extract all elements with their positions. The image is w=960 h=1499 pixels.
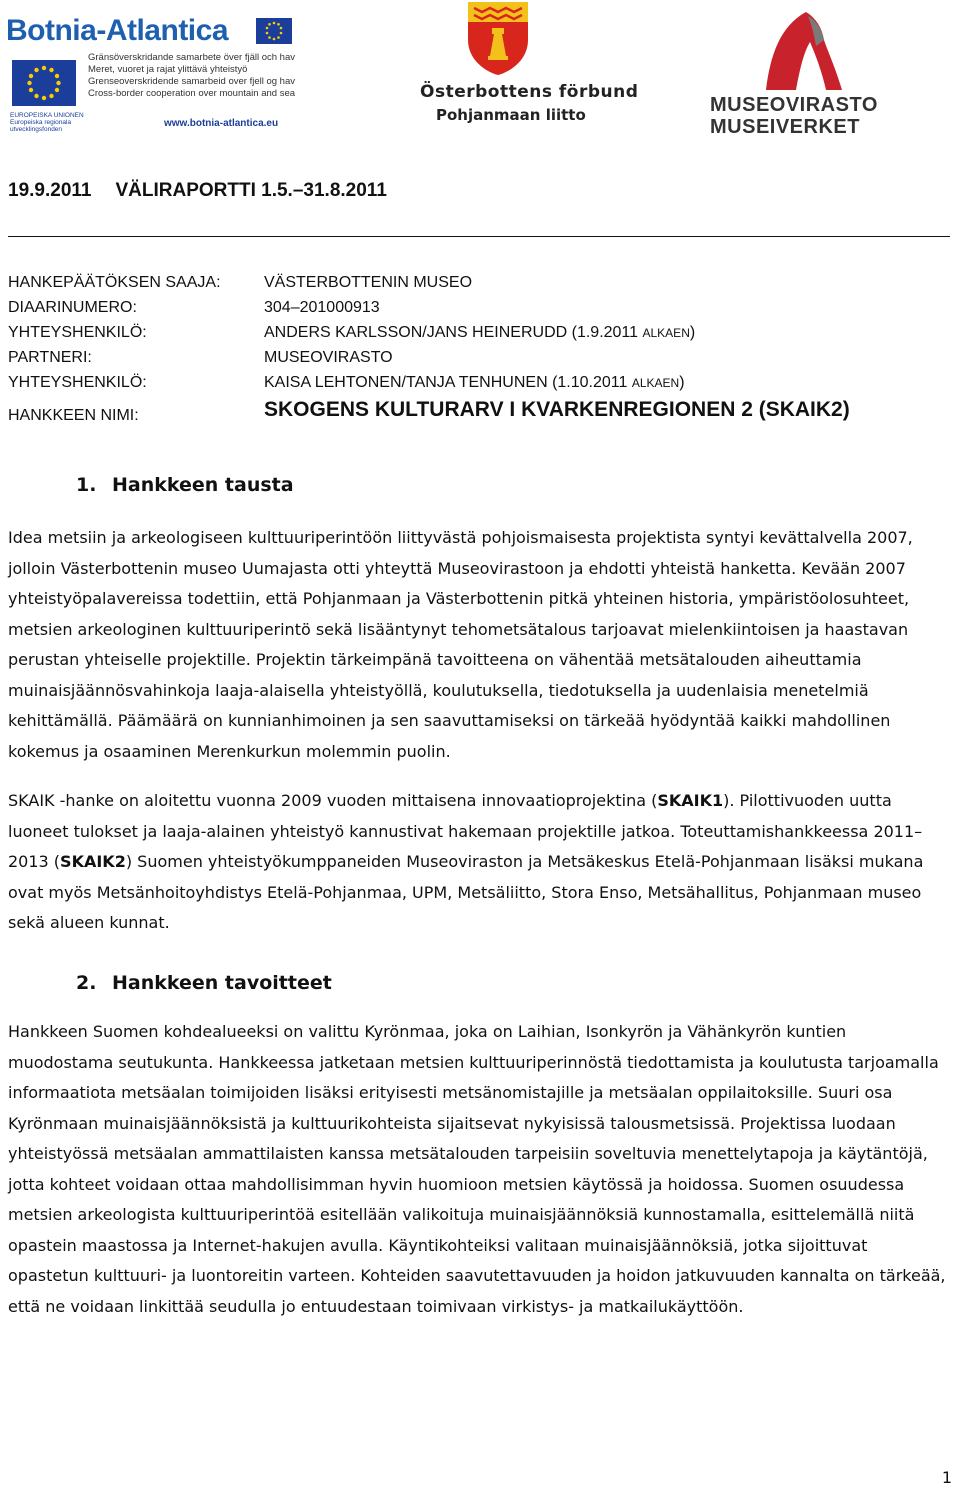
tagline-swedish: Gränsöverskridande samarbete över fjäll och hav	[88, 52, 295, 63]
section-2-heading	[76, 972, 332, 994]
diary-label: DIAARINUMERO:	[8, 299, 137, 316]
section-1-title: Hankkeen tausta	[112, 474, 294, 496]
partner-label: PARTNERI:	[8, 349, 92, 366]
header-divider	[8, 236, 950, 237]
section-2-paragraph-1: Hankkeen Suomen kohdealueeksi on valittu Kyrönmaa, joka on Laihian, Isonkyrön ja Vähänkyrön kuntien muodostama seutukunta. Hankkeessa jatketaan metsien kulttuuriperinnöstä tiedottamista ja koulutusta tarjoamalla informaatiota metsäalan toimijoiden lisäksi erityisesti metsänomistajille ja metsäalan oppilaitoksille. Suuri osa Kyrönmaan muinaisjäännöksistä ja kulttuurikohteista sijaitsevat nykyisissä talousmetsissä. Projektissa luodaan yhteistyössä metsäalan ammattilaisten kanssa metsätalouden tarpeisiin soveltuvia menettelytapoja ja käytäntöjä, jotta kohteet voidaan ottaa mahdollisimman hyvin huomioon metsien käytössä ja hoidossa. Suomen osuudessa metsien arkeologista kulttuuriperintöä esitellään valikoituja muinaisjäännöksiä kunnostamalla, esittelemällä niitä opastein maastossa ja Internet-hakujen avulla. Käyntikohteiksi valitaan muinaisjäännöksiä, jotka sijoittuvat opastetun kulttuuri- ja luontoreitin varteen. Kohteiden saavutettavuuden ja hoidon jatkuvuuden kannalta on tärkeää, että ne voidaan linkittää seudulla jo entuudestaan toimivaan virkistys- ja matkailukäyttöön.	[8, 1022, 946, 1316]
contact-value: ANDERS KARLSSON/JANS HEINERUDD (1.9.2011	[264, 324, 639, 341]
partner-value: MUSEOVIRASTO	[264, 349, 393, 366]
museiverket-name: MUSEIVERKET	[710, 116, 860, 138]
section-1-heading	[76, 474, 294, 496]
contact-label: YHTEYSHENKILÖ:	[8, 324, 147, 341]
museovirasto-logo	[700, 6, 900, 136]
p2-part-a: SKAIK -hanke on aloitettu vuonna 2009 vuoden mittaisena innovaatioprojektina (	[8, 791, 658, 810]
p2-part-d: ) Suomen yhteistyökumppaneiden Museoviraston ja Metsäkeskus Etelä-Pohjanmaan lisäksi mukana ovat myös Metsänhoitoyhdistys Etelä-Pohjanmaa, UPM, Metsäliitto, Stora Enso, Metsähallitus, Pohjanmaan museo sekä alueen kunnat.	[8, 852, 924, 932]
report-heading	[8, 180, 387, 202]
project-name-value: SKOGENS KULTURARV I KVARKENREGIONEN 2 (SKAIK2)	[264, 398, 850, 421]
p2-skaik1: SKAIK1	[657, 791, 724, 810]
contact-suffix: ALKAEN	[642, 326, 690, 340]
botnia-atlantica-wordmark: Botnia-Atlantica	[6, 14, 229, 47]
contact2-label: YHTEYSHENKILÖ:	[8, 374, 147, 391]
page-number: 1	[941, 1468, 952, 1487]
osterbottens-forbund-name: Österbottens förbund	[420, 82, 639, 102]
eu-flag-small-icon	[256, 18, 292, 44]
section-1-paragraph-1: Idea metsiin ja arkeologiseen kulttuuriperintöön liittyvästä pohjoismaisesta projektista syntyi kevättalvella 2007, jolloin Västerbottenin museo Uumajasta otti yhteyttä Museovirastoon ja ehdotti yhteistä hanketta. Kevään 2007 yhteistyöpalavereissa todettiin, että Pohjanmaan ja Västerbottenin pitkä yhteinen historia, ympäristöolosuhteet, metsien arkeologinen kulttuuriperintö sekä lisääntynyt tehometsätalous tarjoavat mielenkiintoisen ja haastavan perustan yhteiselle projektille. Projektin tärkeimpänä tavoitteena on vähentää metsätalouden aiheuttamia muinaisjäännösvahinkoja laaja-alaisella yhteistyöllä, koulutuksella, tiedotuksella ja uudenlaisia menetelmiä kehittämällä. Päämäärä on kunnianhimoinen ja sen saavuttamiseksi on tärkeää hyödyntää kaikki mahdollinen kokemus ja osaaminen Merenkurkun molemmin puolin.	[8, 528, 913, 761]
section-2-number: 2.	[76, 972, 97, 994]
section-1-paragraph-2	[8, 786, 952, 939]
recipient-label: HANKEPÄÄTÖKSEN SAAJA:	[8, 274, 221, 291]
tagline-finnish: Meret, vuoret ja rajat ylittävä yhteistyö	[88, 64, 248, 75]
coat-of-arms-icon	[466, 0, 530, 76]
recipient-value: VÄSTERBOTTENIN MUSEO	[264, 274, 473, 291]
report-date: 19.9.2011	[8, 180, 92, 201]
osterbottens-forbund-logo	[420, 0, 639, 130]
eu-fund-label: EUROPEISKA UNIONEN Europeiska regionala utvecklingsfonden	[10, 112, 84, 133]
tagline-english: Cross-border cooperation over mountain and sea	[88, 88, 296, 99]
eu-flag-icon	[12, 60, 76, 106]
report-title: VÄLIRAPORTTI 1.5.–31.8.2011	[115, 180, 387, 201]
tagline-norwegian: Grenseoverskridende samarbeid over fjell og hav	[88, 76, 295, 87]
contact-value-wrap: ANDERS KARLSSON/JANS HEINERUDD (1.9.2011 ALKAEN)	[264, 324, 696, 341]
contact2-value: KAISA LEHTONEN/TANJA TENHUNEN (1.10.2011	[264, 374, 628, 391]
museovirasto-name: MUSEOVIRASTO	[710, 94, 878, 116]
botnia-taglines	[88, 52, 295, 100]
botnia-atlantica-logo	[6, 14, 296, 133]
section-2-title: Hankkeen tavoitteet	[112, 972, 332, 994]
contact2-suffix: ALKAEN	[631, 376, 680, 390]
section-1-number: 1.	[76, 474, 97, 496]
pohjanmaan-liitto-name: Pohjanmaan liitto	[436, 106, 586, 124]
contact2-value-wrap: KAISA LEHTONEN/TANJA TENHUNEN (1.10.2011 ALKAEN)	[264, 374, 685, 391]
project-name-label: HANKKEEN NIMI:	[8, 407, 139, 424]
p2-skaik2: SKAIK2	[60, 852, 126, 871]
museovirasto-emblem-icon	[756, 6, 856, 92]
p2-part-c: ). Pilottivuoden uutta luoneet tulokset ja laaja-alainen yhteistyö kannustivat hakemaan projektille jatkoa. Toteuttamishankkeessa 2011–2013 (	[8, 791, 923, 871]
diary-value: 304–201000913	[264, 299, 380, 316]
botnia-url: www.botnia-atlantica.eu	[164, 118, 279, 129]
